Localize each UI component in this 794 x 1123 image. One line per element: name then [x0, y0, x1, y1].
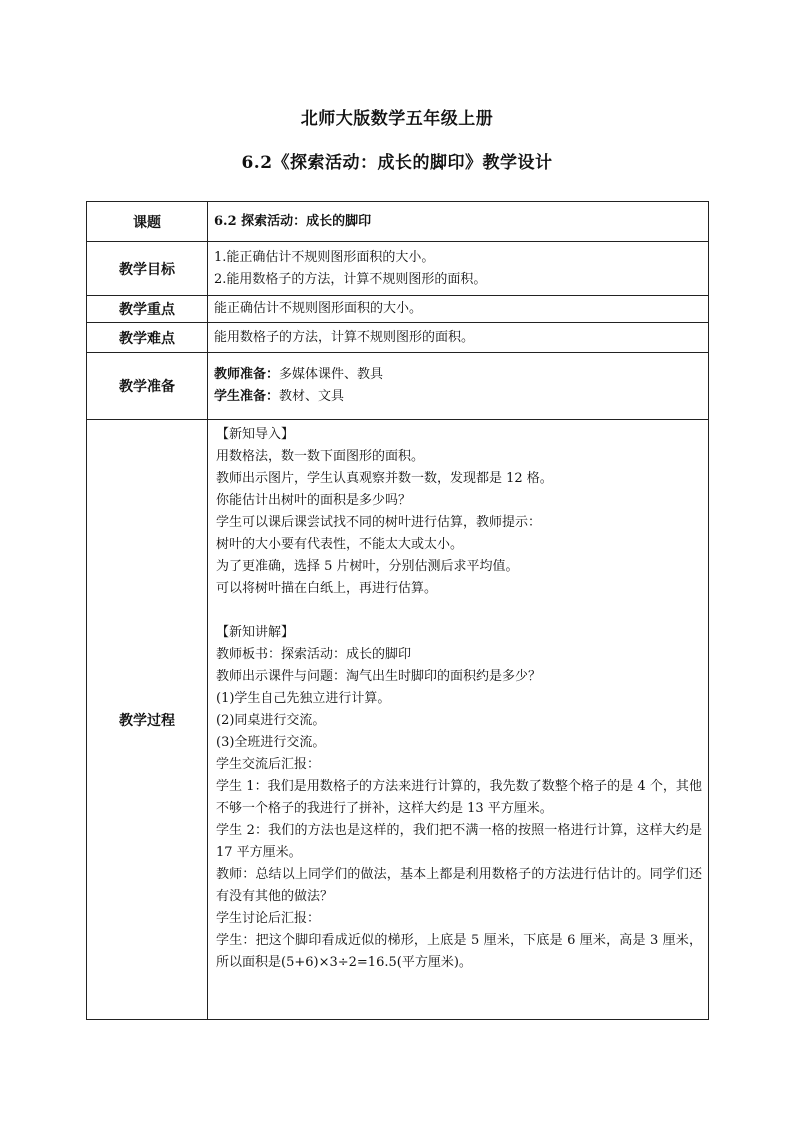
key-point-value: 能正确估计不规则图形面积的大小。	[208, 296, 709, 323]
process-paragraph: 学生：把这个脚印看成近似的梯形，上底是 5 厘米，下底是 6 厘米，高是 3 厘米，所以面积是(5+6)×3÷2=16.5(平方厘米)。	[216, 933, 702, 970]
process-line: 可以将树叶描在白纸上，再进行估算。	[216, 581, 438, 596]
process-line: 你能估计出树叶的面积是多少吗？	[216, 493, 412, 508]
teacher-preparation-value: 多媒体课件、教具	[279, 367, 384, 382]
student-preparation-value: 教材、文具	[279, 389, 345, 404]
process-paragraph: 教师：总结以上同学们的做法，基本上都是利用数格子的方法进行估计的。同学们还有没有其他的做法？	[216, 867, 702, 904]
goal-item: 1.能正确估计不规则图形面积的大小。	[214, 249, 435, 265]
lesson-plan-table	[86, 201, 709, 1020]
process-label: 教学过程	[87, 420, 208, 1020]
preparation-row	[87, 353, 709, 420]
spacer	[216, 600, 702, 622]
document-subtitle: 6.2《探索活动：成长的脚印》教学设计	[241, 153, 553, 173]
process-line: 树叶的大小要有代表性，不能太大或太小。	[216, 537, 464, 552]
difficulty-label: 教学难点	[87, 323, 208, 353]
process-paragraph: 学生 2：我们的方法也是这样的，我们把不满一格的按照一格进行计算，这样大约是 17 平方厘米。	[216, 823, 702, 860]
process-line: (3)全班进行交流。	[216, 735, 326, 750]
topic-value: 6.2 探索活动：成长的脚印	[208, 202, 709, 242]
topic-label: 课题	[87, 202, 208, 242]
teacher-preparation	[214, 364, 702, 386]
process-paragraph: 学生 1：我们是用数格子的方法来进行计算的，我先数了数整个格子的是 4 个，其他不够一个格子的我进行了拼补，这样大约是 13 平方厘米。	[216, 779, 702, 816]
process-line: (1)学生自己先独立进行计算。	[216, 691, 391, 706]
goal-item: 2.能用数格子的方法，计算不规则图形的面积。	[214, 271, 487, 287]
key-point-label: 教学重点	[87, 296, 208, 323]
process-line: 【新知导入】	[216, 427, 295, 442]
process-line: (2)同桌进行交流。	[216, 713, 326, 728]
process-line: 学生交流后汇报：	[216, 757, 321, 772]
process-paragraph: 学生讨论后汇报：	[216, 911, 321, 926]
process-line: 用数格法，数一数下面图形的面积。	[216, 449, 425, 464]
process-line: 【新知讲解】	[216, 625, 295, 640]
key-point-row	[87, 296, 709, 323]
process-line: 为了更准确，选择 5 片树叶，分别估测后求平均值。	[216, 559, 519, 574]
process-line: 教师出示图片，学生认真观察并数一数，发现都是 12 格。	[216, 471, 553, 486]
process-content	[208, 420, 709, 1020]
process-line: 教师出示课件与问题：淘气出生时脚印的面积约是多少？	[216, 669, 542, 684]
document-title: 北师大版数学五年级上册	[300, 109, 494, 129]
difficulty-row	[87, 323, 709, 353]
teacher-preparation-lead: 教师准备：	[214, 367, 280, 382]
student-preparation-lead: 学生准备：	[214, 389, 280, 404]
goals-row	[87, 242, 709, 296]
preparation-content	[208, 353, 709, 420]
process-line: 学生可以课后课尝试找不同的树叶进行估算，教师提示：	[216, 515, 542, 530]
process-line: 教师板书：探索活动：成长的脚印	[216, 647, 412, 662]
student-preparation	[214, 386, 702, 408]
goals-content	[208, 242, 709, 296]
topic-row	[87, 202, 709, 242]
process-row	[87, 420, 709, 1020]
preparation-label: 教学准备	[87, 353, 208, 420]
difficulty-value: 能用数格子的方法，计算不规则图形的面积。	[208, 323, 709, 353]
goals-label: 教学目标	[87, 242, 208, 296]
